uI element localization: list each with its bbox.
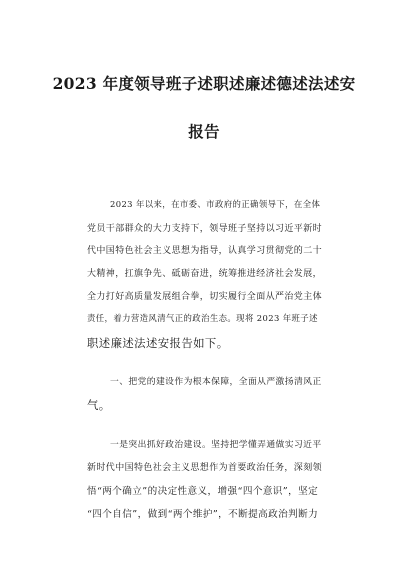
paragraph-1-line-7: 职述廉述法述安报告如下。 (87, 336, 229, 350)
paragraph-1-line-1: 2023 年以来，在市委、市政府的正确领导下，在全体 (110, 199, 321, 209)
paragraph-3-line-1: 一是突出抓好政治建设。坚持把学懂弄通做实习近平 (110, 440, 322, 450)
paragraph-3-line-4: “四个自信”，做到“两个维护”，不断提高政治判断力 (87, 509, 319, 520)
paragraph-1-line-4: 大精神，扛旗争先、砥砺奋进，统筹推进经济社会发展， (87, 269, 323, 279)
paragraph-1-line-3: 代中国特色社会主义思想为指导，认真学习贯彻党的二十 (87, 246, 323, 256)
paragraph-1-line-2: 党员干部群众的大力支持下，领导班子坚持以习近平新时 (87, 224, 323, 234)
section-heading-line-2: 气。 (87, 398, 111, 412)
paragraph-3-line-2: 新时代中国特色社会主义思想作为首要政治任务，深刻领 (87, 463, 323, 473)
paragraph-3-line-3: 悟“两个确立”的决定性意义，增强“四个意识”，坚定 (87, 486, 319, 497)
paragraph-1-line-6: 责任，着力营造风清气正的政治生态。现将 2023 年班子述 (87, 313, 318, 323)
paragraph-1-line-5: 全力打好高质量发展组合拳，切实履行全面从严治党主体 (87, 292, 323, 302)
section-heading-line-1: 一、把党的建设作为根本保障，全面从严激扬清风正 (110, 377, 322, 387)
document-title-line-2: 报告 (188, 122, 220, 141)
document-title-line-1: 2023 年度领导班子述职述廉述德述法述安 (52, 74, 356, 93)
